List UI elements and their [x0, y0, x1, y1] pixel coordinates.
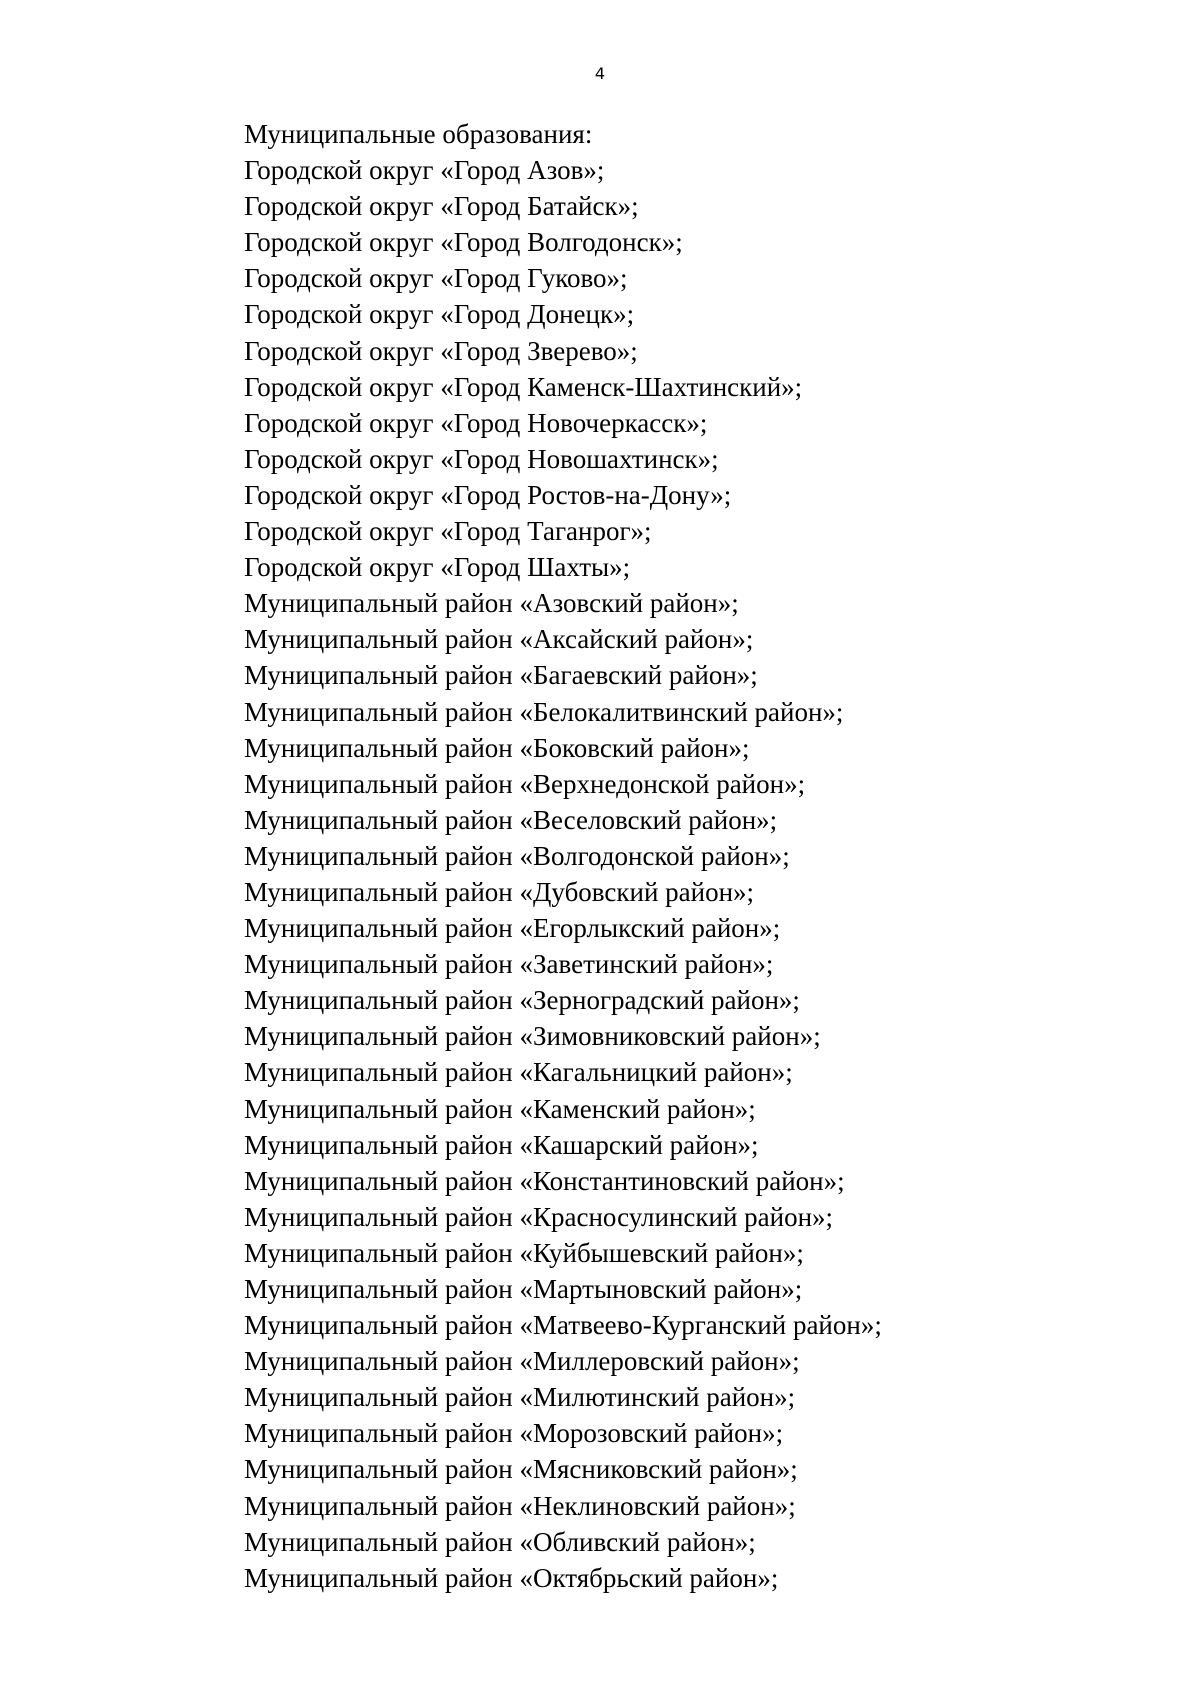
list-item: Муниципальный район «Заветинский район»;	[244, 949, 774, 980]
list-item: Муниципальный район «Кашарский район»;	[244, 1129, 759, 1160]
list-item: Муниципальный район «Мартыновский район»;	[244, 1274, 803, 1304]
list-item: Муниципальный район «Кагальницкий район»;	[244, 1057, 793, 1088]
list-item: Городской округ «Город Зверево»;	[244, 335, 638, 366]
list-item: Муниципальный район «Зимовниковский район»;	[244, 1021, 821, 1052]
list-item: Городской округ «Город Батайск»;	[244, 191, 639, 222]
list-item: Муниципальный район «Обливский район»;	[244, 1526, 756, 1557]
list-item: Муниципальный район «Зерноградский район»;	[244, 985, 800, 1016]
list-item: Муниципальный район «Веселовский район»;	[244, 804, 778, 835]
list-item: Муниципальный район «Верхнедонской район»;	[244, 768, 806, 799]
list-item: Муниципальный район «Куйбышевский район»;	[244, 1237, 804, 1268]
page-number: 4	[594, 64, 606, 83]
list-item: Муниципальный район «Аксайский район»;	[244, 624, 754, 655]
list-item: Муниципальный район «Боковский район»;	[244, 732, 750, 763]
list-item: Городской округ «Город Шахты»;	[244, 552, 631, 583]
list-item: Муниципальный район «Красносулинский район»;	[244, 1201, 834, 1232]
list-item: Муниципальный район «Неклиновский район»;	[244, 1490, 796, 1521]
list-item: Муниципальный район «Егорлыкский район»;	[244, 913, 781, 944]
list-item: Муниципальный район «Белокалитвинский район»;	[244, 696, 844, 727]
list-item: Муниципальный район «Волгодонской район»;	[244, 840, 790, 871]
list-item: Муниципальный район «Каменский район»;	[244, 1093, 756, 1124]
list-item: Городской округ «Город Гуково»;	[244, 263, 628, 294]
list-item: Городской округ «Город Новочеркасск»;	[244, 407, 708, 438]
list-item: Муниципальный район «Азовский район»;	[244, 588, 739, 619]
list-item: Муниципальный район «Матвеево-Курганский район»;	[244, 1310, 882, 1341]
list-item: Городской округ «Город Донецк»;	[244, 299, 635, 330]
list-item: Городской округ «Город Каменск-Шахтинский»;	[244, 371, 803, 402]
list-item: Городской округ «Город Ростов-на-Дону»;	[244, 479, 732, 510]
list-item: Городской округ «Город Новошахтинск»;	[244, 443, 719, 474]
list-item: Муниципальный район «Дубовский район»;	[244, 876, 755, 907]
list-item: Муниципальный район «Мясниковский район»;	[244, 1454, 798, 1485]
list-item: Городской округ «Город Таганрог»;	[244, 516, 652, 547]
list-item: Муниципальный район «Багаевский район»;	[244, 660, 758, 691]
list-item: Муниципальный район «Константиновский район»;	[244, 1165, 845, 1196]
list-item: Муниципальный район «Миллеровский район»;	[244, 1346, 800, 1377]
list-item: Городской округ «Город Азов»;	[244, 155, 605, 186]
list-item: Городской округ «Город Волгодонск»;	[244, 227, 683, 258]
list-item: Муниципальный район «Морозовский район»;	[244, 1418, 784, 1449]
list-heading: Муниципальные образования:	[244, 119, 593, 149]
municipality-list	[244, 116, 882, 1596]
list-item: Муниципальный район «Милютинский район»;	[244, 1382, 796, 1413]
list-item: Муниципальный район «Октябрьский район»;	[244, 1562, 779, 1593]
